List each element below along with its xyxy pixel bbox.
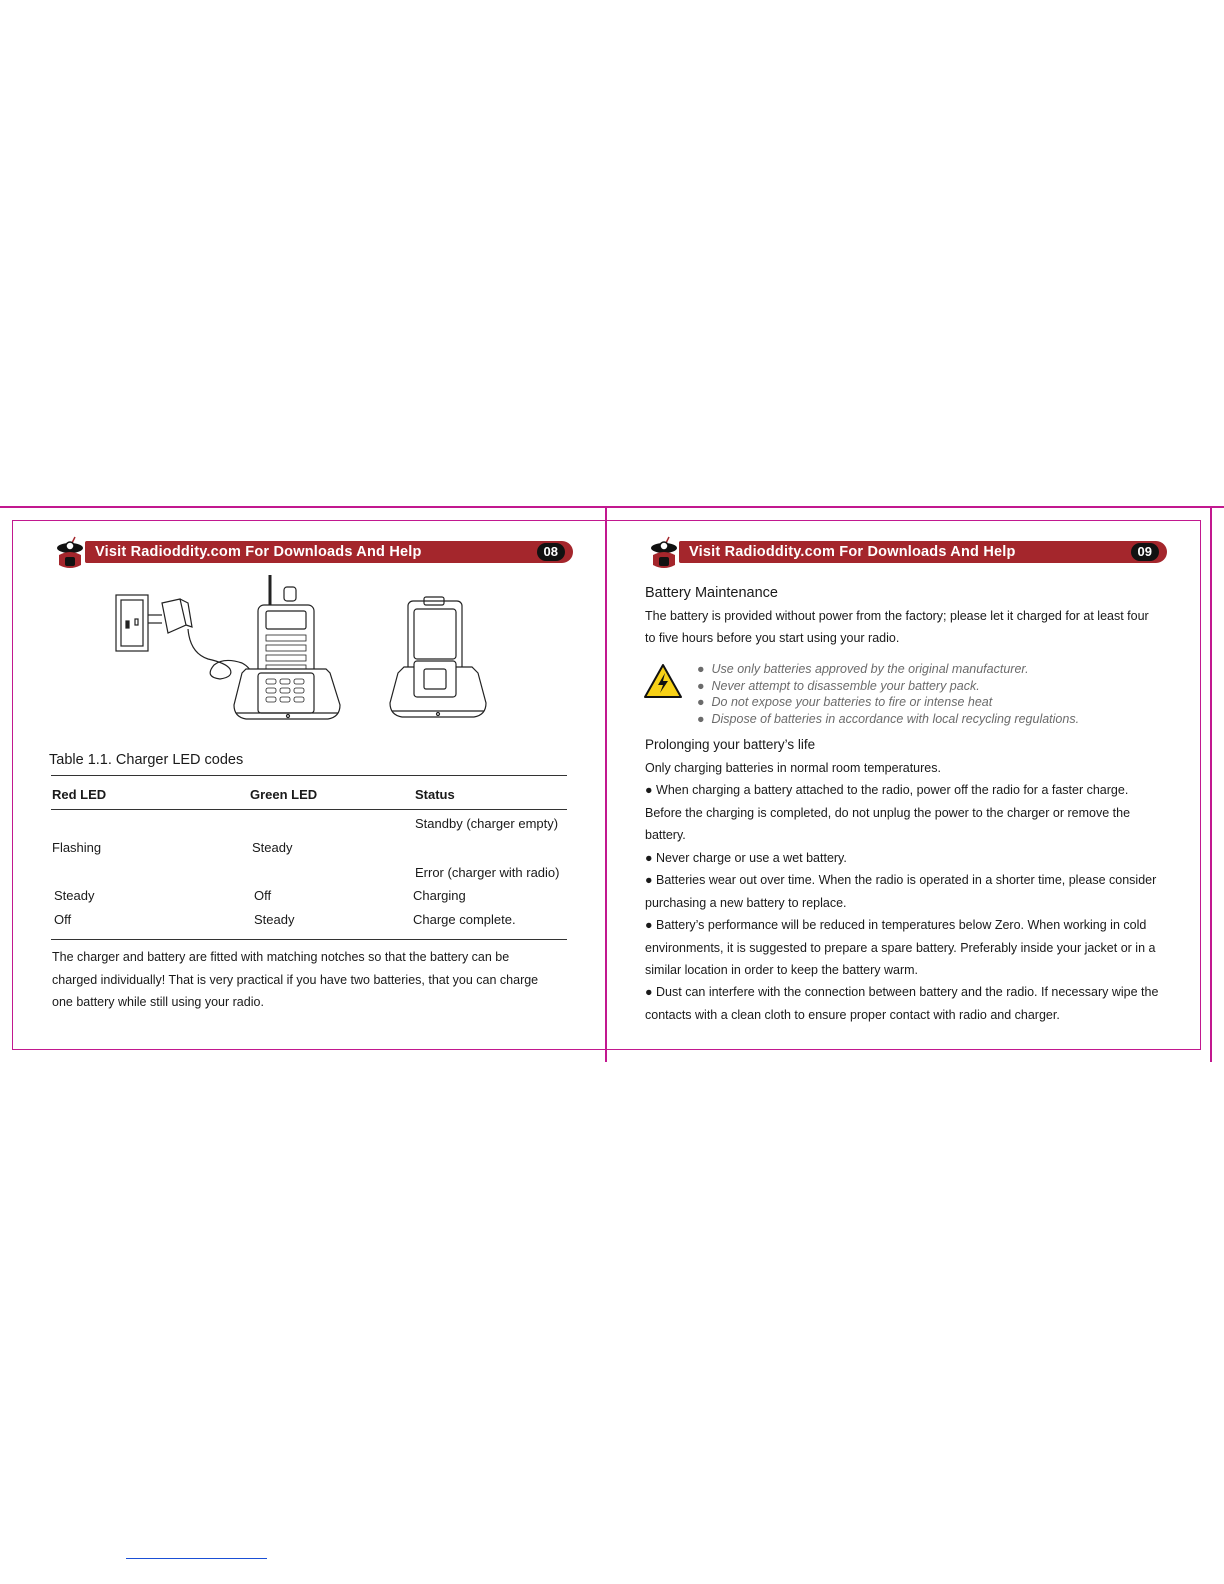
page-number: 09 [1131,543,1159,561]
heading-battery-maintenance: Battery Maintenance [645,585,778,601]
page-09 [607,520,1201,1050]
warning-text: Never attempt to disassemble your battery pack. [711,678,980,693]
trim-line-right [1210,506,1212,1062]
trim-line-top [0,506,1224,508]
warning-text: Use only batteries approved by the original manufacturer. [711,662,1029,676]
warning-lightning-icon [643,663,683,699]
intro-line: to five hours before you start using your radio. [645,631,900,645]
body-line: Only charging batteries in normal room temperatures. [645,761,941,775]
warning-item: ● Dispose of batteries in accordance with local recycling regulations. [697,711,1080,726]
page-header [53,535,573,571]
radio-in-charger-icon [234,575,340,719]
warning-list [697,661,1079,727]
warning-item: ● Do not expose your batteries to fire or intense heat [697,695,993,709]
table-header-rule [51,809,567,810]
body-line: ● Batteries wear out over time. When the radio is operated in a shorter time, please consider [645,873,1157,887]
body-line: contacts with a clean cloth to ensure proper contact with radio and charger. [645,1008,1060,1022]
table-caption: Table 1.1. Charger LED codes [49,752,244,768]
table-cell-red: Flashing [52,840,102,855]
charger-illustration [108,573,488,733]
warning-item: ● Never attempt to disassemble your battery pack. [697,678,980,693]
body-line: similar location in order to keep the battery warm. [645,963,919,977]
note-line: The charger and battery are fitted with matching notches so that the battery can be [52,950,510,964]
table-cell-green: Steady [252,840,293,855]
banner-text: Visit Radioddity.com For Downloads And Help [95,544,422,560]
col-header-green: Green LED [250,787,318,802]
table-cell-status: Charge complete. [413,912,516,927]
manual-spread [0,506,1224,1062]
body-line: ● Never charge or use a wet battery. [645,851,847,865]
page-header [647,535,1167,571]
header-banner [85,541,573,563]
power-adapter-icon [148,599,254,679]
table-cell-green: Steady [254,912,295,927]
page-08 [12,520,607,1050]
heading-prolonging: Prolonging your battery’s life [645,737,816,752]
page-number: 08 [537,543,565,561]
body-line: purchasing a new battery to replace. [645,896,847,910]
table-cell-red: Off [54,912,72,927]
note-line: one battery while still using your radio. [52,995,264,1009]
warning-text: Dispose of batteries in accordance with local recycling regulations. [711,711,1080,726]
radioddity-mascot-icon [647,535,683,571]
wall-outlet-icon [116,595,148,651]
body-line: Before the charging is completed, do not unplug the power to the charger or remove the [645,806,1131,820]
table-bottom-rule [51,939,567,940]
banner-text: Visit Radioddity.com For Downloads And Help [689,544,1016,560]
table-cell-status: Charging [413,888,466,903]
footer-link-underline [126,1558,267,1559]
table-cell-red: Steady [54,888,95,903]
table-top-rule [51,775,567,776]
warning-item: ● Use only batteries approved by the original manufacturer. [697,662,1029,676]
table-cell-green: Off [254,888,272,903]
body-line: ● Dust can interfere with the connection between battery and the radio. If necessary wipe the [645,985,1159,999]
col-header-red: Red LED [52,787,107,802]
table-cell-status: Standby (charger empty) [415,816,559,831]
body-line: environments, it is suggested to prepare a spare battery. Preferably inside your jacket or in a [645,941,1156,955]
intro-line: The battery is provided without power from the factory; please let it charged for at least four [645,609,1149,623]
body-line: ● When charging a battery attached to the radio, power off the radio for a faster charge. [645,783,1129,797]
header-banner [679,541,1167,563]
body-line: battery. [645,828,686,842]
col-header-status: Status [415,787,455,802]
table-cell-status: Error (charger with radio) [415,865,560,880]
radioddity-mascot-icon [53,535,89,571]
warning-text: Do not expose your batteries to fire or intense heat [711,695,993,709]
note-line: charged individually! That is very practical if you have two batteries, that you can charge [52,973,539,987]
battery-in-charger-icon [390,597,486,717]
body-line: ● Battery’s performance will be reduced in temperatures below Zero. When working in cold [645,918,1147,932]
